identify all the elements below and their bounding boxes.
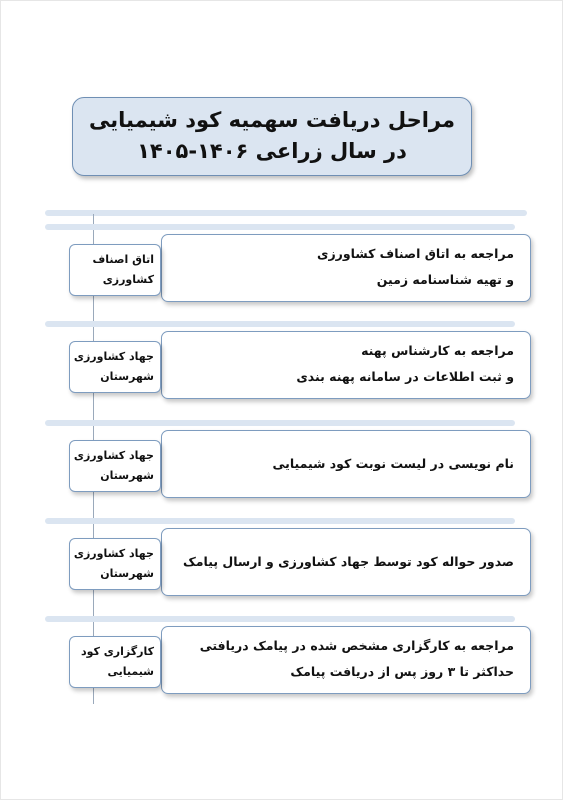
step-1-agency-line-2: کشاورزی (102, 273, 154, 286)
step-2-agency-label (69, 341, 161, 393)
step-header-bar (45, 321, 515, 327)
flow-step-4 (45, 518, 527, 600)
step-header-bar (45, 616, 515, 622)
flow-step-3 (45, 420, 527, 502)
step-5-description-line-2: حداکثر تا ۳ روز پس از دریافت پیامک (290, 664, 514, 679)
step-header-bar (45, 420, 515, 426)
step-2-agency-line-1: جهاد کشاورزی (73, 350, 154, 363)
step-5-description (161, 626, 531, 694)
step-1-description (161, 234, 531, 302)
step-3-description (161, 430, 531, 498)
step-5-description-line-1: مراجعه به کارگزاری مشخص شده در پیامک دریافتی (199, 638, 514, 653)
step-4-description-line-1: صدور حواله کود توسط جهاد کشاورزی و ارسال پیامک (183, 554, 514, 569)
step-4-description (161, 528, 531, 596)
step-1-agency-line-1: اتاق اصناف (92, 253, 154, 266)
flow-top-bar (45, 210, 527, 216)
flow-step-2 (45, 321, 527, 403)
flow-step-1 (45, 224, 527, 306)
title-box (72, 97, 472, 176)
step-1-description-line-2: و تهیه شناسنامه زمین (376, 272, 514, 287)
step-2-description-line-2: و ثبت اطلاعات در سامانه پهنه بندی (296, 369, 514, 384)
step-3-agency-line-1: جهاد کشاورزی (73, 449, 154, 462)
step-4-agency-label (69, 538, 161, 590)
step-1-agency-label (69, 244, 161, 296)
step-5-agency-line-1: کارگزاری کود (80, 645, 154, 658)
step-5-agency-line-2: شیمیایی (107, 665, 154, 678)
step-5-agency-label (69, 636, 161, 688)
step-4-agency-line-2: شهرستان (100, 567, 154, 580)
step-3-description-line-1: نام نویسی در لیست نوبت کود شیمیایی (272, 456, 514, 471)
title-line-2: در سال زراعی ۱۴۰۶-۱۴۰۵ (137, 139, 407, 163)
step-3-agency-line-2: شهرستان (100, 469, 154, 482)
step-2-description-line-1: مراجعه به کارشناس پهنه (361, 343, 514, 358)
step-header-bar (45, 224, 515, 230)
step-2-agency-line-2: شهرستان (100, 370, 154, 383)
step-header-bar (45, 518, 515, 524)
flow-step-5 (45, 616, 527, 698)
step-2-description (161, 331, 531, 399)
title-line-1: مراحل دریافت سهمیه کود شیمیایی (89, 108, 455, 132)
step-4-agency-line-1: جهاد کشاورزی (73, 547, 154, 560)
step-1-description-line-1: مراجعه به اتاق اصناف کشاورزی (317, 246, 514, 261)
step-3-agency-label (69, 440, 161, 492)
